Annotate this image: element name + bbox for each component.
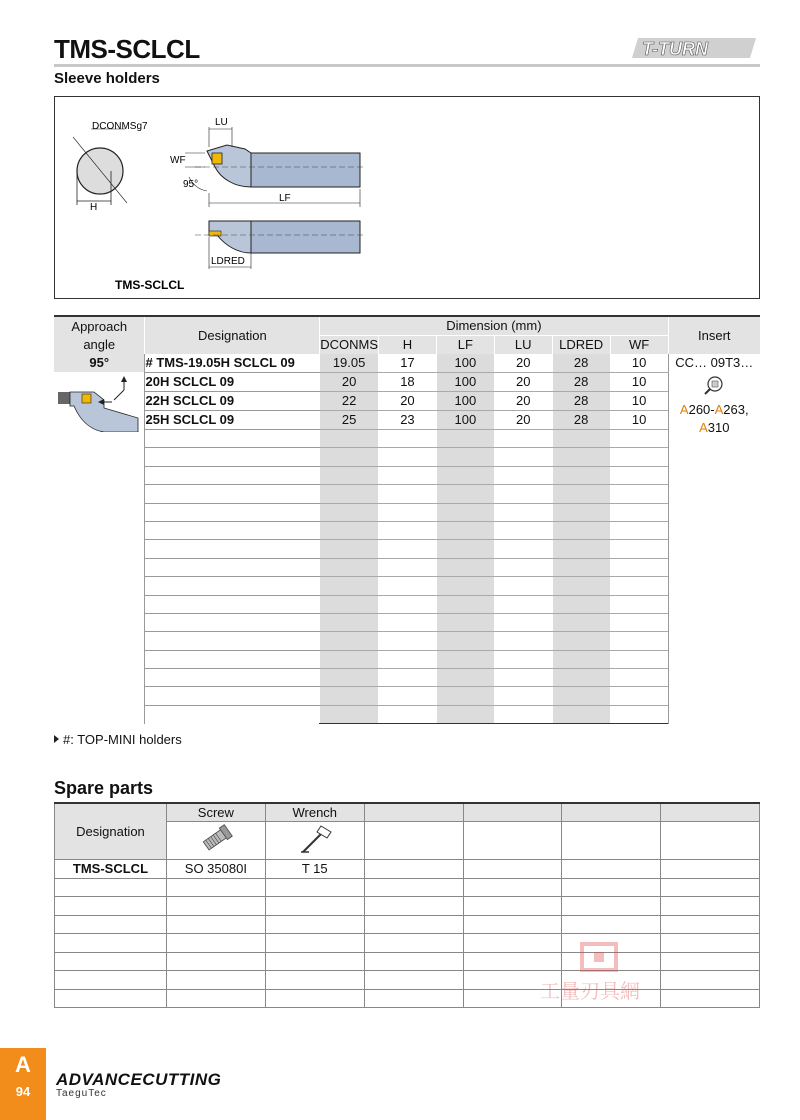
lu-cell: 20 [494,392,552,411]
ldred-cell: 28 [552,354,610,373]
dconms-cell: 22 [320,392,379,411]
empty-row [54,485,760,503]
spare-designation-cell: TMS-SCLCL [55,860,167,879]
ldred-header: LDRED [552,336,610,355]
lu-label: LU [215,117,228,128]
h-label: H [90,202,98,213]
wf-cell: 10 [610,392,668,411]
drawing-model-label: TMS-SCLCL [115,278,185,292]
table-row [54,411,760,430]
empty-row [54,577,760,595]
wrench-header: Wrench [265,803,364,822]
empty-row [54,613,760,631]
t-turn-logo [632,34,760,62]
screw-image-cell [166,822,265,860]
ref-number: 260- [688,402,715,417]
table-row [54,392,760,411]
empty-row [54,687,760,705]
ldred-label: LDRED [211,256,245,267]
ref-number: 310 [707,420,730,435]
page-number: 94 [15,1084,31,1099]
spare-designation-header: Designation [55,803,167,860]
h-cell: 23 [379,411,437,430]
dconms-header: DCONMS [320,337,378,352]
watermark-text: 工量刃具網 [540,979,640,1003]
designation-cell: 20H SCLCL 09 [145,373,320,392]
wf-header: WF [610,336,668,355]
wf-label: WF [170,155,186,166]
dconms-label: DCONMSg7 [92,121,148,132]
screw-cell: SO 35080I [166,860,265,879]
h-cell: 20 [379,392,437,411]
designation-header: Designation [145,316,320,354]
empty-row [55,878,760,897]
wf-cell: 10 [610,354,668,373]
insert-cell [668,354,760,724]
watermark-logo [540,942,670,1012]
dconms-cell: 20 [320,373,379,392]
holder-drawing-svg [55,97,759,298]
screw-header: Screw [166,803,265,822]
spare-parts-title: Spare parts [54,778,154,798]
lu-cell: 20 [494,411,552,430]
insert-code: CC… 09T3… [675,355,754,370]
insert-page-ref[interactable] [669,401,760,419]
approach-angle-header: Approach angle [54,316,145,354]
designation-cell: # TMS-19.05H SCLCL 09 [145,354,320,373]
lf-label: LF [279,193,291,204]
empty-row [54,540,760,558]
brand-subtitle: TaeguTec [56,1088,107,1099]
ldred-cell: 28 [552,392,610,411]
technical-drawing [54,96,760,299]
lf-cell: 100 [436,411,494,430]
holder-dimension-table [54,315,760,724]
empty-row [54,521,760,539]
wf-cell: 10 [610,373,668,392]
lu-header: LU [494,336,552,355]
empty-row [54,503,760,521]
page-subtitle: Sleeve holders [54,70,160,87]
page-tab [0,1048,46,1120]
insert-header: Insert [668,316,760,354]
designation-cell: 22H SCLCL 09 [145,392,320,411]
section-letter: A [15,1052,31,1077]
empty-row [55,915,760,934]
dimension-header: Dimension (mm) [320,316,668,336]
empty-row [54,669,760,687]
dconms-cell: 25 [320,411,379,430]
magnifier-icon [703,374,725,396]
holder-orientation-icon [54,372,144,432]
angle-label: 95° [183,179,199,190]
ref-number: 263, [723,402,749,417]
dconms-cell: 19.05 [320,354,379,373]
wrench-icon [295,822,335,856]
empty-row [54,448,760,466]
ref-letter: A [714,402,724,417]
ldred-cell: 28 [552,373,610,392]
empty-row [54,650,760,668]
svg-text:T-TURN: T-TURN [642,39,708,59]
lu-cell: 20 [494,354,552,373]
table-row [54,373,760,392]
ref-letter: A [679,402,689,417]
footnote [54,732,182,747]
empty-row [54,632,760,650]
approach-angle-cell [54,354,145,724]
page-title: TMS-SCLCL [54,34,200,64]
empty-row [55,897,760,916]
brand-name: ADVANCECUTTING [56,1070,222,1089]
lf-header: LF [436,336,494,355]
spare-row [55,860,760,879]
brand-logo [56,1070,221,1099]
lf-cell: 100 [436,392,494,411]
insert-page-ref-2[interactable] [669,419,760,437]
lu-cell: 20 [494,373,552,392]
designation-cell: 25H SCLCL 09 [145,411,320,430]
wrench-image-cell [265,822,364,860]
title-divider [54,64,760,67]
approach-angle-value: 95° [54,354,144,372]
ref-letter: A [699,420,708,435]
h-header: H [379,336,437,355]
screw-icon [196,822,236,856]
empty-row [54,558,760,576]
lf-cell: 100 [436,373,494,392]
h-cell: 17 [379,354,437,373]
wf-cell: 10 [610,411,668,430]
empty-row [54,595,760,613]
lf-cell: 100 [436,354,494,373]
ldred-cell: 28 [552,411,610,430]
empty-row [54,466,760,484]
empty-row [54,705,760,723]
triangle-bullet-icon [54,735,59,743]
table-row [54,354,760,373]
empty-row [54,430,760,448]
h-cell: 18 [379,373,437,392]
footnote-text: #: TOP-MINI holders [63,732,182,747]
wrench-cell: T 15 [265,860,364,879]
